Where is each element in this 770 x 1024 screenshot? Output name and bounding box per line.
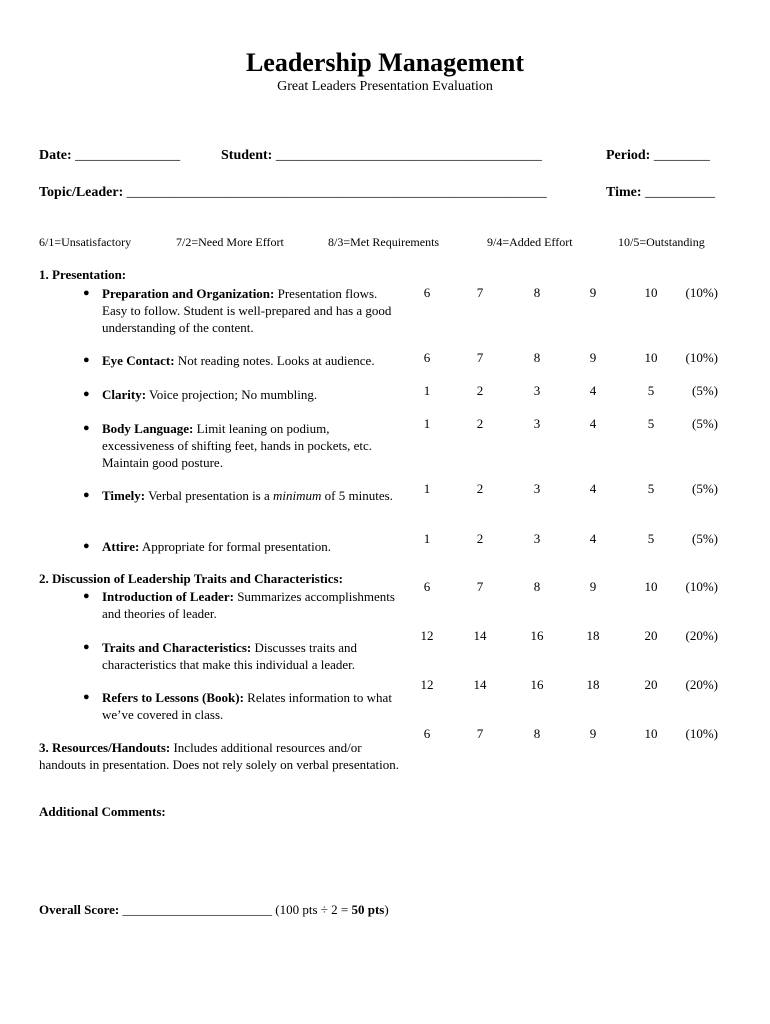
score-weight: (10%) xyxy=(685,726,718,741)
criterion-introduction xyxy=(83,588,401,622)
overall-score-formula: (100 pts ÷ 2 = xyxy=(275,902,352,917)
score-option[interactable]: 4 xyxy=(589,481,597,496)
bullet-icon: ● xyxy=(83,691,90,703)
score-option[interactable]: 9 xyxy=(589,285,597,300)
score-option[interactable]: 1 xyxy=(423,383,431,398)
score-option[interactable]: 3 xyxy=(533,416,541,431)
date-field[interactable] xyxy=(39,148,180,164)
bullet-icon: ● xyxy=(83,590,90,602)
student-label: Student: xyxy=(221,148,273,163)
score-option[interactable]: 1 xyxy=(423,481,431,496)
score-option[interactable]: 9 xyxy=(589,726,597,741)
additional-comments-label: Additional Comments: xyxy=(39,804,166,819)
bullet-icon: ● xyxy=(83,388,90,400)
score-option[interactable]: 10 xyxy=(644,579,658,594)
topic-leader-field[interactable] xyxy=(39,185,547,201)
date-line: _______________ xyxy=(75,148,181,163)
time-label: Time: xyxy=(606,185,642,200)
score-option[interactable]: 14 xyxy=(473,628,487,643)
scale-need-more-effort: 7/2=Need More Effort xyxy=(176,235,284,249)
score-option[interactable]: 4 xyxy=(589,531,597,546)
criterion-body-language xyxy=(83,420,401,471)
criterion-emphasis: minimum xyxy=(273,488,322,503)
criterion-clarity xyxy=(83,386,401,403)
criterion-traits xyxy=(83,639,401,673)
score-option[interactable]: 4 xyxy=(589,383,597,398)
score-option[interactable]: 5 xyxy=(647,481,655,496)
criterion-attire xyxy=(83,538,401,555)
score-option[interactable]: 10 xyxy=(644,285,658,300)
section-resources xyxy=(39,739,409,773)
bullet-icon: ● xyxy=(83,641,90,653)
period-line: ________ xyxy=(653,148,710,163)
time-line: __________ xyxy=(645,185,716,200)
bullet-icon: ● xyxy=(83,287,90,299)
criterion-label: Preparation and Organization: xyxy=(102,286,275,301)
bullet-icon: ● xyxy=(83,489,90,501)
date-label: Date: xyxy=(39,148,72,163)
criterion-text: Verbal presentation is a xyxy=(145,488,274,503)
period-label: Period: xyxy=(606,148,651,163)
score-option[interactable]: 8 xyxy=(533,285,541,300)
score-option[interactable]: 6 xyxy=(423,579,431,594)
form-subtitle: Great Leaders Presentation Evaluation xyxy=(277,79,493,94)
score-option[interactable]: 4 xyxy=(589,416,597,431)
score-option[interactable]: 6 xyxy=(423,726,431,741)
criterion-label: Refers to Lessons (Book): xyxy=(102,690,244,705)
student-field[interactable] xyxy=(221,148,542,164)
score-option[interactable]: 20 xyxy=(644,628,658,643)
score-option[interactable]: 20 xyxy=(644,677,658,692)
score-option[interactable]: 8 xyxy=(533,726,541,741)
criterion-label: Clarity: xyxy=(102,387,147,402)
scale-unsatisfactory: 6/1=Unsatisfactory xyxy=(39,235,132,249)
scale-added-effort: 9/4=Added Effort xyxy=(487,235,573,249)
overall-score-label: Overall Score: xyxy=(39,902,120,917)
score-option[interactable]: 16 xyxy=(530,628,544,643)
overall-score-line: _______________________ xyxy=(119,902,276,917)
score-weight: (10%) xyxy=(685,579,718,594)
topic-leader-label: Topic/Leader: xyxy=(39,185,124,200)
period-field[interactable] xyxy=(606,148,710,164)
score-weight: (5%) xyxy=(692,531,718,546)
score-weight: (10%) xyxy=(685,350,718,365)
criterion-text: Not reading notes. Looks at audience. xyxy=(174,353,375,368)
score-option[interactable]: 18 xyxy=(586,628,600,643)
score-option[interactable]: 9 xyxy=(589,579,597,594)
criterion-label: Introduction of Leader: xyxy=(102,589,234,604)
score-option[interactable]: 16 xyxy=(530,677,544,692)
scale-outstanding: 10/5=Outstanding xyxy=(618,235,705,249)
section-resources-label: 3. Resources/Handouts: xyxy=(39,740,171,755)
score-option[interactable]: 6 xyxy=(423,350,431,365)
criterion-timely xyxy=(83,487,401,504)
score-option[interactable]: 7 xyxy=(476,726,484,741)
criterion-label: Attire: xyxy=(102,539,140,554)
section-discussion-heading: 2. Discussion of Leadership Traits and Characteristics: xyxy=(39,571,343,586)
overall-score-result: 50 pts xyxy=(351,902,385,917)
score-option[interactable]: 2 xyxy=(476,416,484,431)
criterion-text: Relates information to what we’ve covered in class. xyxy=(102,690,392,722)
score-option[interactable]: 7 xyxy=(476,285,484,300)
criterion-text: Summarizes accomplishments and theories of leader. xyxy=(102,589,395,621)
score-weight: (5%) xyxy=(692,416,718,431)
topic-leader-line: ____________________________________________________________ xyxy=(126,185,547,200)
time-field[interactable] xyxy=(606,185,715,201)
score-weight: (5%) xyxy=(692,481,718,496)
overall-score[interactable] xyxy=(39,902,389,918)
score-option[interactable]: 3 xyxy=(533,531,541,546)
score-weight: (20%) xyxy=(685,677,718,692)
score-weight: (20%) xyxy=(685,628,718,643)
score-option[interactable]: 2 xyxy=(476,481,484,496)
criterion-label: Eye Contact: xyxy=(102,353,175,368)
score-option[interactable]: 5 xyxy=(647,416,655,431)
bullet-icon: ● xyxy=(83,422,90,434)
score-weight: (10%) xyxy=(685,285,718,300)
student-line: ______________________________________ xyxy=(275,148,542,163)
form-title: Leadership Management xyxy=(245,48,525,77)
score-option[interactable]: 10 xyxy=(644,350,658,365)
score-option[interactable]: 2 xyxy=(476,531,484,546)
score-option[interactable]: 1 xyxy=(423,531,431,546)
criterion-text: Appropriate for formal presentation. xyxy=(139,539,331,554)
criterion-preparation xyxy=(83,285,401,336)
bullet-icon: ● xyxy=(83,354,90,366)
score-option[interactable]: 12 xyxy=(420,628,434,643)
criterion-label: Traits and Characteristics: xyxy=(102,640,252,655)
score-option[interactable]: 12 xyxy=(420,677,434,692)
score-weight: (5%) xyxy=(692,383,718,398)
score-option[interactable]: 7 xyxy=(476,350,484,365)
score-option[interactable]: 1 xyxy=(423,416,431,431)
criterion-label: Body Language: xyxy=(102,421,194,436)
score-option[interactable]: 5 xyxy=(647,383,655,398)
criterion-label: Timely: xyxy=(102,488,146,503)
section-presentation-heading: 1. Presentation: xyxy=(39,267,127,282)
overall-score-close: ) xyxy=(384,902,389,917)
score-option[interactable]: 3 xyxy=(533,383,541,398)
score-option[interactable]: 5 xyxy=(647,531,655,546)
criterion-text: Discusses traits and characteristics that make this individual a leader. xyxy=(102,640,358,672)
score-option[interactable]: 10 xyxy=(644,726,658,741)
criterion-lessons xyxy=(83,689,401,723)
score-option[interactable]: 6 xyxy=(423,285,431,300)
score-option[interactable]: 18 xyxy=(586,677,600,692)
criterion-text: Presentation flows. Easy to follow. Student is well-prepared and has a good understanding of the content. xyxy=(102,286,392,335)
criterion-text: Voice projection; No mumbling. xyxy=(146,387,318,402)
criterion-eye-contact xyxy=(83,352,401,369)
section-resources-text: Includes additional resources and/or handouts in presentation. Does not rely solely on verbal presentation. xyxy=(39,740,399,772)
score-option[interactable]: 2 xyxy=(476,383,484,398)
score-option[interactable]: 3 xyxy=(533,481,541,496)
criterion-text: of 5 minutes. xyxy=(321,488,393,503)
bullet-icon: ● xyxy=(83,540,90,552)
criterion-text: Limit leaning on podium, excessiveness of shifting feet, hands in pockets, etc. Maintain good posture. xyxy=(102,421,373,470)
score-option[interactable]: 14 xyxy=(473,677,487,692)
score-option[interactable]: 7 xyxy=(476,579,484,594)
score-option[interactable]: 8 xyxy=(533,579,541,594)
score-option[interactable]: 9 xyxy=(589,350,597,365)
scale-met-requirements: 8/3=Met Requirements xyxy=(328,235,440,249)
score-option[interactable]: 8 xyxy=(533,350,541,365)
